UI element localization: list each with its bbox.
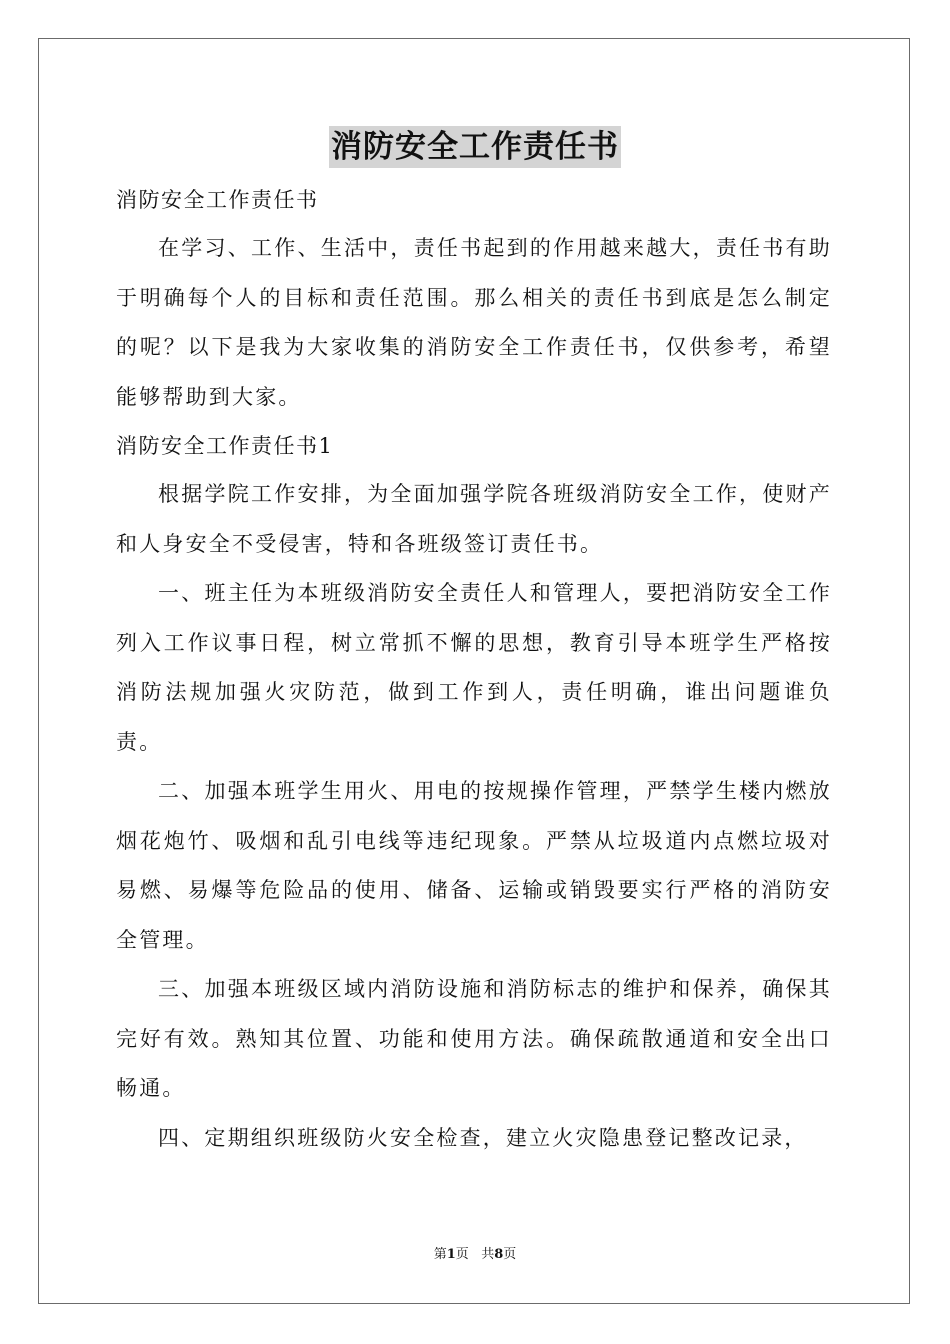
body-paragraph: 一、班主任为本班级消防安全责任人和管理人，要把消防安全工作列入工作议事日程，树立常抓不懈的思想，教育引导本班学生严格按消防法规加强火灾防范，做到工作到人，责任明确，谁出问题谁负责。 bbox=[116, 581, 832, 754]
body-paragraph: 二、加强本班学生用火、用电的按规操作管理，严禁学生楼内燃放烟花炮竹、吸烟和乱引电线等违纪现象。严禁从垃圾道内点燃垃圾对易燃、易爆等危险品的使用、储备、运输或销毁要实行严格的消防安全管理。 bbox=[116, 779, 832, 952]
page-prefix: 第 bbox=[433, 1247, 447, 1262]
document-body bbox=[116, 176, 832, 1163]
body-paragraph: 四、定期组织班级防火安全检查，建立火灾隐患登记整改记录， bbox=[158, 1125, 808, 1150]
page-footer bbox=[0, 1246, 950, 1264]
total-suffix: 页 bbox=[503, 1247, 517, 1262]
section-heading: 消防安全工作责任书1 bbox=[116, 434, 334, 458]
document-subtitle: 消防安全工作责任书 bbox=[116, 188, 319, 212]
page-suffix: 页 bbox=[455, 1247, 469, 1262]
total-prefix: 共 bbox=[481, 1247, 495, 1262]
intro-paragraph: 在学习、工作、生活中，责任书起到的作用越来越大，责任书有助于明确每个人的目标和责任范围。那么相关的责任书到底是怎么制定的呢？以下是我为大家收集的消防安全工作责任书，仅供参考，希望能够帮助到大家。 bbox=[116, 236, 832, 409]
document-title: 消防安全工作责任书 bbox=[329, 126, 621, 168]
body-paragraph: 三、加强本班级区域内消防设施和消防标志的维护和保养，确保其完好有效。熟知其位置、功能和使用方法。确保疏散通道和安全出口畅通。 bbox=[116, 977, 832, 1100]
body-paragraph: 根据学院工作安排，为全面加强学院各班级消防安全工作，使财产和人身安全不受侵害，特和各班级签订责任书。 bbox=[116, 482, 832, 556]
page-current: 1 bbox=[446, 1247, 456, 1262]
title-area bbox=[0, 126, 950, 168]
page-total: 8 bbox=[494, 1247, 504, 1262]
